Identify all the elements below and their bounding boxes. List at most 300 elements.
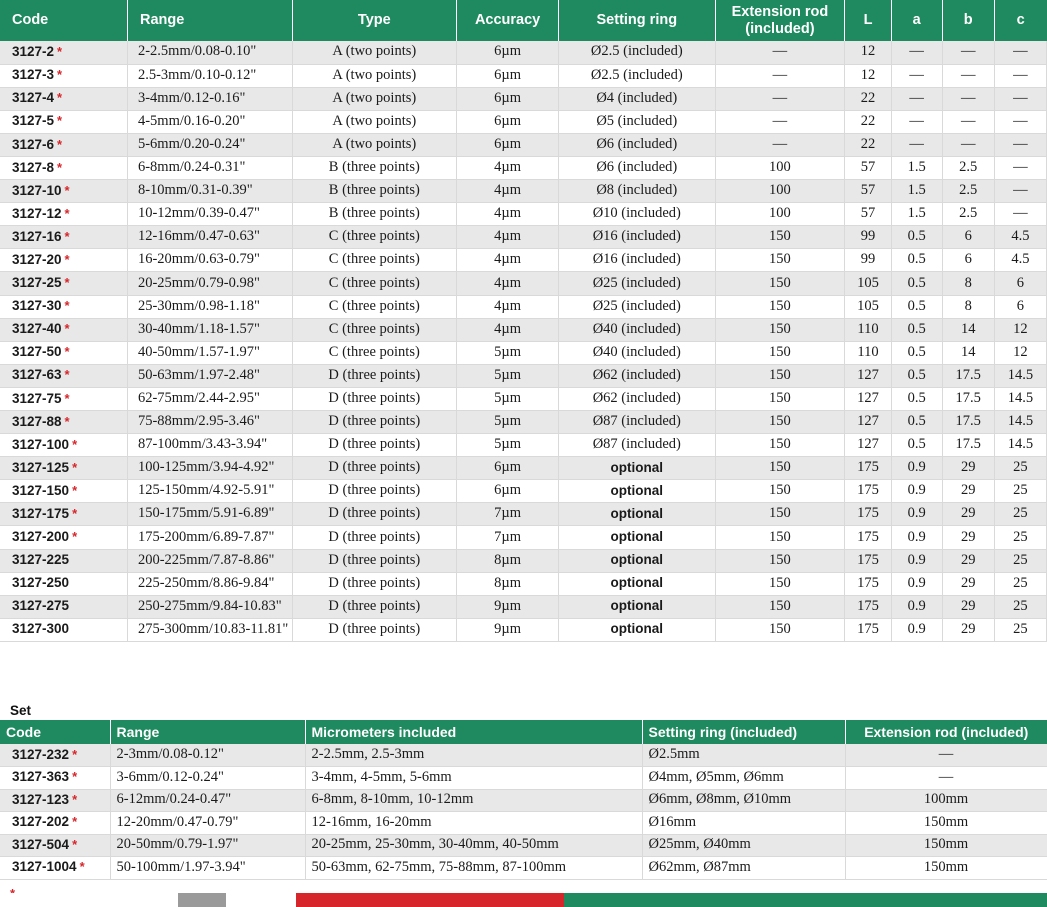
cell-b: 2.5 <box>942 203 994 226</box>
cell-accuracy: 4µm <box>457 226 559 249</box>
cell-b: 6 <box>942 249 994 272</box>
cell-range: 16-20mm/0.63-0.79" <box>127 249 292 272</box>
cell-extension-rod: 150 <box>715 387 845 410</box>
cell-b: 29 <box>942 503 994 526</box>
cell-a: 0.9 <box>891 457 942 480</box>
cell-code: 3127-8 * <box>0 156 127 179</box>
set-cell-range: 50-100mm/1.97-3.94" <box>110 857 305 880</box>
set-cell-range: 12-20mm/0.47-0.79" <box>110 812 305 835</box>
cell-a: 0.5 <box>891 272 942 295</box>
cell-extension-rod: 150 <box>715 434 845 457</box>
star-icon: * <box>64 390 70 406</box>
table-row <box>0 411 1047 434</box>
cell-accuracy: 4µm <box>457 272 559 295</box>
cell-code: 3127-63 * <box>0 364 127 387</box>
cell-range: 62-75mm/2.44-2.95" <box>127 387 292 410</box>
set-cell-code: 3127-363 * <box>0 767 110 790</box>
cell-extension-rod: 150 <box>715 526 845 549</box>
cell-accuracy: 4µm <box>457 295 559 318</box>
cell-extension-rod: 150 <box>715 549 845 572</box>
cell-type: D (three points) <box>292 572 457 595</box>
cell-type: C (three points) <box>292 318 457 341</box>
cell-type: B (three points) <box>292 203 457 226</box>
cell-code: 3127-16 * <box>0 226 127 249</box>
cell-setting-ring: Ø2.5 (included) <box>559 41 715 64</box>
cell-c: 14.5 <box>994 434 1046 457</box>
cell-extension-rod: — <box>715 87 845 110</box>
set-cell-micrometers: 3-4mm, 4-5mm, 5-6mm <box>305 767 642 790</box>
cell-b: 29 <box>942 549 994 572</box>
set-col-header-extension-rod: Extension rod (included) <box>845 720 1047 744</box>
cell-c: — <box>994 87 1046 110</box>
set-table-row <box>0 767 1047 790</box>
cell-c: 14.5 <box>994 364 1046 387</box>
cell-extension-rod: — <box>715 110 845 133</box>
cell-accuracy: 5µm <box>457 411 559 434</box>
cell-c: 6 <box>994 272 1046 295</box>
cell-range: 87-100mm/3.43-3.94" <box>127 434 292 457</box>
cell-a: — <box>891 110 942 133</box>
cell-range: 8-10mm/0.31-0.39" <box>127 180 292 203</box>
set-cell-setting-ring: Ø2.5mm <box>642 744 845 767</box>
table-row <box>0 64 1047 87</box>
star-icon: * <box>64 367 70 383</box>
cell-code: 3127-2 * <box>0 41 127 64</box>
star-icon: * <box>72 506 78 521</box>
cell-range: 2.5-3mm/0.10-0.12" <box>127 64 292 87</box>
cell-extension-rod: — <box>715 64 845 87</box>
star-icon: * <box>72 814 78 830</box>
table-row <box>0 434 1047 457</box>
cell-l: 12 <box>845 41 891 64</box>
cell-type: A (two points) <box>292 41 457 64</box>
table-row <box>0 156 1047 179</box>
cell-setting-ring: Ø6 (included) <box>559 156 715 179</box>
cell-accuracy: 6µm <box>457 64 559 87</box>
cell-l: 110 <box>845 341 891 364</box>
set-cell-setting-ring: Ø16mm <box>642 812 845 835</box>
cell-range: 150-175mm/5.91-6.89" <box>127 503 292 526</box>
cell-b: 8 <box>942 295 994 318</box>
set-cell-micrometers: 12-16mm, 16-20mm <box>305 812 642 835</box>
cell-type: A (two points) <box>292 64 457 87</box>
table-row <box>0 226 1047 249</box>
main-table-body <box>0 41 1047 641</box>
cell-l: 105 <box>845 272 891 295</box>
set-cell-range: 3-6mm/0.12-0.24" <box>110 767 305 790</box>
cell-code: 3127-3 * <box>0 64 127 87</box>
cell-accuracy: 4µm <box>457 156 559 179</box>
cell-setting-ring: Ø16 (included) <box>559 249 715 272</box>
star-icon: * <box>72 436 78 452</box>
cell-type: B (three points) <box>292 156 457 179</box>
cell-accuracy: 5µm <box>457 364 559 387</box>
strip-white-1 <box>0 893 178 907</box>
cell-setting-ring: Ø25 (included) <box>559 295 715 318</box>
cell-code: 3127-30 * <box>0 295 127 318</box>
cell-range: 75-88mm/2.95-3.46" <box>127 411 292 434</box>
cell-type: D (three points) <box>292 618 457 641</box>
cell-code: 3127-175 * <box>0 503 127 526</box>
cell-l: 127 <box>845 364 891 387</box>
cell-setting-ring: Ø16 (included) <box>559 226 715 249</box>
star-icon: * <box>57 159 63 175</box>
cell-code: 3127-10 * <box>0 180 127 203</box>
set-table-row <box>0 857 1047 880</box>
set-cell-micrometers: 6-8mm, 8-10mm, 10-12mm <box>305 789 642 812</box>
set-cell-micrometers: 2-2.5mm, 2.5-3mm <box>305 744 642 767</box>
cell-range: 175-200mm/6.89-7.87" <box>127 526 292 549</box>
cell-c: — <box>994 64 1046 87</box>
cell-b: 14 <box>942 341 994 364</box>
cell-code: 3127-300 <box>0 618 127 641</box>
cell-range: 3-4mm/0.12-0.16" <box>127 87 292 110</box>
table-row <box>0 41 1047 64</box>
cell-accuracy: 5µm <box>457 341 559 364</box>
cell-extension-rod: 150 <box>715 480 845 503</box>
cell-accuracy: 5µm <box>457 387 559 410</box>
cell-extension-rod: 150 <box>715 295 845 318</box>
cell-setting-ring: optional <box>559 480 715 503</box>
star-icon: * <box>64 228 70 244</box>
col-header-b: b <box>942 0 994 41</box>
col-header-accuracy: Accuracy <box>457 0 559 41</box>
set-col-header-micrometers: Micrometers included <box>305 720 642 744</box>
star-icon: * <box>64 251 70 267</box>
cell-a: 0.9 <box>891 549 942 572</box>
cell-b: 8 <box>942 272 994 295</box>
cell-a: 0.5 <box>891 226 942 249</box>
cell-c: — <box>994 180 1046 203</box>
cell-b: — <box>942 64 994 87</box>
cell-setting-ring: optional <box>559 503 715 526</box>
cell-c: 25 <box>994 549 1046 572</box>
star-icon: * <box>64 344 70 360</box>
cell-type: C (three points) <box>292 295 457 318</box>
set-cell-setting-ring: Ø4mm, Ø5mm, Ø6mm <box>642 767 845 790</box>
cell-l: 127 <box>845 387 891 410</box>
cell-range: 6-8mm/0.24-0.31" <box>127 156 292 179</box>
set-cell-extension-rod: 100mm <box>845 789 1047 812</box>
set-cell-extension-rod: 150mm <box>845 812 1047 835</box>
cell-range: 12-16mm/0.47-0.63" <box>127 226 292 249</box>
star-icon: * <box>72 482 78 498</box>
star-icon: * <box>72 791 78 807</box>
cell-l: 175 <box>845 572 891 595</box>
cell-range: 5-6mm/0.20-0.24" <box>127 133 292 156</box>
cell-l: 22 <box>845 110 891 133</box>
cell-c: 25 <box>994 618 1046 641</box>
cell-c: 14.5 <box>994 387 1046 410</box>
cell-b: 17.5 <box>942 411 994 434</box>
set-cell-range: 2-3mm/0.08-0.12" <box>110 744 305 767</box>
cell-setting-ring: optional <box>559 457 715 480</box>
cell-code: 3127-6 * <box>0 133 127 156</box>
cell-extension-rod: 150 <box>715 503 845 526</box>
cell-l: 99 <box>845 226 891 249</box>
cell-l: 127 <box>845 434 891 457</box>
cell-code: 3127-12 * <box>0 203 127 226</box>
cell-extension-rod: 100 <box>715 203 845 226</box>
cell-l: 105 <box>845 295 891 318</box>
cell-l: 175 <box>845 618 891 641</box>
col-header-extension-rod: Extension rod (included) <box>715 0 845 41</box>
cell-setting-ring: optional <box>559 572 715 595</box>
cell-c: 12 <box>994 341 1046 364</box>
cell-type: D (three points) <box>292 595 457 618</box>
set-col-header-code: Code <box>0 720 110 744</box>
cell-type: D (three points) <box>292 434 457 457</box>
cell-accuracy: 9µm <box>457 595 559 618</box>
cell-l: 175 <box>845 457 891 480</box>
cell-type: C (three points) <box>292 272 457 295</box>
cell-extension-rod: 150 <box>715 249 845 272</box>
cell-setting-ring: Ø40 (included) <box>559 318 715 341</box>
table-row <box>0 341 1047 364</box>
cell-setting-ring: Ø40 (included) <box>559 341 715 364</box>
cell-type: D (three points) <box>292 480 457 503</box>
set-cell-extension-rod: 150mm <box>845 857 1047 880</box>
star-icon: * <box>57 90 63 106</box>
cell-extension-rod: — <box>715 133 845 156</box>
star-icon: * <box>72 529 78 545</box>
cell-setting-ring: optional <box>559 526 715 549</box>
table-row <box>0 549 1047 572</box>
cell-setting-ring: Ø87 (included) <box>559 411 715 434</box>
cell-accuracy: 6µm <box>457 480 559 503</box>
cell-accuracy: 4µm <box>457 203 559 226</box>
header-row <box>0 0 1047 41</box>
cell-extension-rod: 150 <box>715 364 845 387</box>
table-row <box>0 249 1047 272</box>
cell-type: A (two points) <box>292 133 457 156</box>
cell-b: 17.5 <box>942 364 994 387</box>
cell-b: 2.5 <box>942 180 994 203</box>
set-cell-range: 20-50mm/0.79-1.97" <box>110 834 305 857</box>
cell-l: 110 <box>845 318 891 341</box>
table-row <box>0 272 1047 295</box>
cell-setting-ring: Ø10 (included) <box>559 203 715 226</box>
cell-setting-ring: optional <box>559 595 715 618</box>
cell-setting-ring: Ø25 (included) <box>559 272 715 295</box>
strip-gray <box>178 893 226 907</box>
col-header-range: Range <box>127 0 292 41</box>
cell-setting-ring: optional <box>559 549 715 572</box>
cell-c: — <box>994 156 1046 179</box>
cell-l: 12 <box>845 64 891 87</box>
cell-setting-ring: Ø62 (included) <box>559 364 715 387</box>
cell-c: 25 <box>994 572 1046 595</box>
star-icon: * <box>64 321 70 337</box>
table-row <box>0 526 1047 549</box>
set-table-body <box>0 744 1047 879</box>
star-icon: * <box>57 136 63 152</box>
set-cell-code: 3127-504 * <box>0 834 110 857</box>
cell-a: — <box>891 133 942 156</box>
cell-type: C (three points) <box>292 226 457 249</box>
set-header-row <box>0 720 1047 744</box>
set-table-row <box>0 789 1047 812</box>
cell-type: D (three points) <box>292 387 457 410</box>
cell-b: 29 <box>942 457 994 480</box>
star-icon: * <box>79 859 85 875</box>
cell-c: — <box>994 41 1046 64</box>
cell-range: 100-125mm/3.94-4.92" <box>127 457 292 480</box>
cell-type: B (three points) <box>292 180 457 203</box>
star-icon: * <box>64 275 70 291</box>
cell-range: 200-225mm/7.87-8.86" <box>127 549 292 572</box>
set-section-label: Set <box>10 703 32 718</box>
set-cell-code: 3127-232 * <box>0 744 110 767</box>
col-header-a: a <box>891 0 942 41</box>
cell-c: 4.5 <box>994 249 1046 272</box>
cell-accuracy: 9µm <box>457 618 559 641</box>
cell-accuracy: 6µm <box>457 110 559 133</box>
cell-accuracy: 4µm <box>457 318 559 341</box>
cell-extension-rod: 150 <box>715 226 845 249</box>
cell-code: 3127-25 * <box>0 272 127 295</box>
cell-l: 57 <box>845 156 891 179</box>
cell-a: 0.9 <box>891 503 942 526</box>
star-icon: * <box>57 43 63 59</box>
cell-code: 3127-150 * <box>0 480 127 503</box>
cell-l: 175 <box>845 503 891 526</box>
strip-green <box>564 893 1047 907</box>
cell-a: — <box>891 64 942 87</box>
cell-c: — <box>994 133 1046 156</box>
cell-setting-ring: Ø6 (included) <box>559 133 715 156</box>
cell-type: D (three points) <box>292 364 457 387</box>
set-cell-code: 3127-123 * <box>0 789 110 812</box>
cell-l: 22 <box>845 133 891 156</box>
set-cell-extension-rod: — <box>845 767 1047 790</box>
col-header-type: Type <box>292 0 457 41</box>
cell-accuracy: 6µm <box>457 87 559 110</box>
cell-b: 29 <box>942 526 994 549</box>
cell-code: 3127-88 * <box>0 411 127 434</box>
cell-b: 2.5 <box>942 156 994 179</box>
cell-accuracy: 5µm <box>457 434 559 457</box>
star-icon: * <box>64 413 70 429</box>
cell-a: 1.5 <box>891 180 942 203</box>
set-cell-setting-ring: Ø6mm, Ø8mm, Ø10mm <box>642 789 845 812</box>
cell-type: C (three points) <box>292 249 457 272</box>
cell-code: 3127-5 * <box>0 110 127 133</box>
cell-b: 6 <box>942 226 994 249</box>
cell-range: 2-2.5mm/0.08-0.10" <box>127 41 292 64</box>
cell-b: — <box>942 133 994 156</box>
cell-b: 17.5 <box>942 434 994 457</box>
cell-range: 125-150mm/4.92-5.91" <box>127 480 292 503</box>
cell-accuracy: 8µm <box>457 549 559 572</box>
cell-accuracy: 4µm <box>457 180 559 203</box>
cell-extension-rod: 150 <box>715 618 845 641</box>
table-row <box>0 110 1047 133</box>
cell-l: 57 <box>845 203 891 226</box>
cell-code: 3127-275 <box>0 595 127 618</box>
cell-type: A (two points) <box>292 110 457 133</box>
cell-setting-ring: Ø8 (included) <box>559 180 715 203</box>
cell-code: 3127-40 * <box>0 318 127 341</box>
col-header-l: L <box>845 0 891 41</box>
cell-a: 0.9 <box>891 595 942 618</box>
cell-code: 3127-200 * <box>0 526 127 549</box>
star-icon: * <box>72 836 78 852</box>
cell-a: 0.9 <box>891 526 942 549</box>
cell-range: 225-250mm/8.86-9.84" <box>127 572 292 595</box>
cell-range: 250-275mm/9.84-10.83" <box>127 595 292 618</box>
cell-extension-rod: 100 <box>715 180 845 203</box>
cell-extension-rod: 150 <box>715 595 845 618</box>
cell-type: D (three points) <box>292 526 457 549</box>
star-icon: * <box>57 113 63 129</box>
cell-c: 4.5 <box>994 226 1046 249</box>
cell-c: 25 <box>994 457 1046 480</box>
cell-type: D (three points) <box>292 457 457 480</box>
cell-accuracy: 6µm <box>457 41 559 64</box>
star-icon: * <box>64 298 70 314</box>
cell-accuracy: 8µm <box>457 572 559 595</box>
cell-code: 3127-4 * <box>0 87 127 110</box>
cell-c: 25 <box>994 503 1046 526</box>
set-spec-table <box>0 720 1047 880</box>
cell-b: — <box>942 41 994 64</box>
cell-extension-rod: 150 <box>715 318 845 341</box>
cell-a: 0.5 <box>891 341 942 364</box>
cell-c: 6 <box>994 295 1046 318</box>
col-header-c: c <box>994 0 1046 41</box>
set-cell-setting-ring: Ø62mm, Ø87mm <box>642 857 845 880</box>
col-header-code: Code <box>0 0 127 41</box>
cell-code: 3127-50 * <box>0 341 127 364</box>
main-table-header <box>0 0 1047 41</box>
table-row <box>0 318 1047 341</box>
cell-l: 99 <box>845 249 891 272</box>
cell-l: 127 <box>845 411 891 434</box>
cell-code: 3127-125 * <box>0 457 127 480</box>
cell-range: 25-30mm/0.98-1.18" <box>127 295 292 318</box>
table-row <box>0 618 1047 641</box>
table-row <box>0 133 1047 156</box>
cell-setting-ring: Ø5 (included) <box>559 110 715 133</box>
cell-l: 175 <box>845 480 891 503</box>
cell-range: 20-25mm/0.79-0.98" <box>127 272 292 295</box>
cell-type: D (three points) <box>292 503 457 526</box>
cell-extension-rod: 150 <box>715 341 845 364</box>
cell-a: 0.5 <box>891 411 942 434</box>
cell-a: 0.5 <box>891 434 942 457</box>
table-row <box>0 387 1047 410</box>
bottom-color-strip <box>0 893 1047 907</box>
cell-a: — <box>891 41 942 64</box>
star-icon: * <box>64 205 70 221</box>
cell-b: 17.5 <box>942 387 994 410</box>
cell-a: 0.5 <box>891 387 942 410</box>
set-cell-code: 3127-202 * <box>0 812 110 835</box>
cell-b: — <box>942 87 994 110</box>
cell-accuracy: 6µm <box>457 133 559 156</box>
cell-b: — <box>942 110 994 133</box>
set-cell-micrometers: 20-25mm, 25-30mm, 30-40mm, 40-50mm <box>305 834 642 857</box>
cell-type: C (three points) <box>292 341 457 364</box>
cell-accuracy: 4µm <box>457 249 559 272</box>
cell-a: 0.5 <box>891 295 942 318</box>
cell-range: 50-63mm/1.97-2.48" <box>127 364 292 387</box>
set-cell-setting-ring: Ø25mm, Ø40mm <box>642 834 845 857</box>
set-col-header-range: Range <box>110 720 305 744</box>
col-header-setting-ring: Setting ring <box>559 0 715 41</box>
set-cell-range: 6-12mm/0.24-0.47" <box>110 789 305 812</box>
